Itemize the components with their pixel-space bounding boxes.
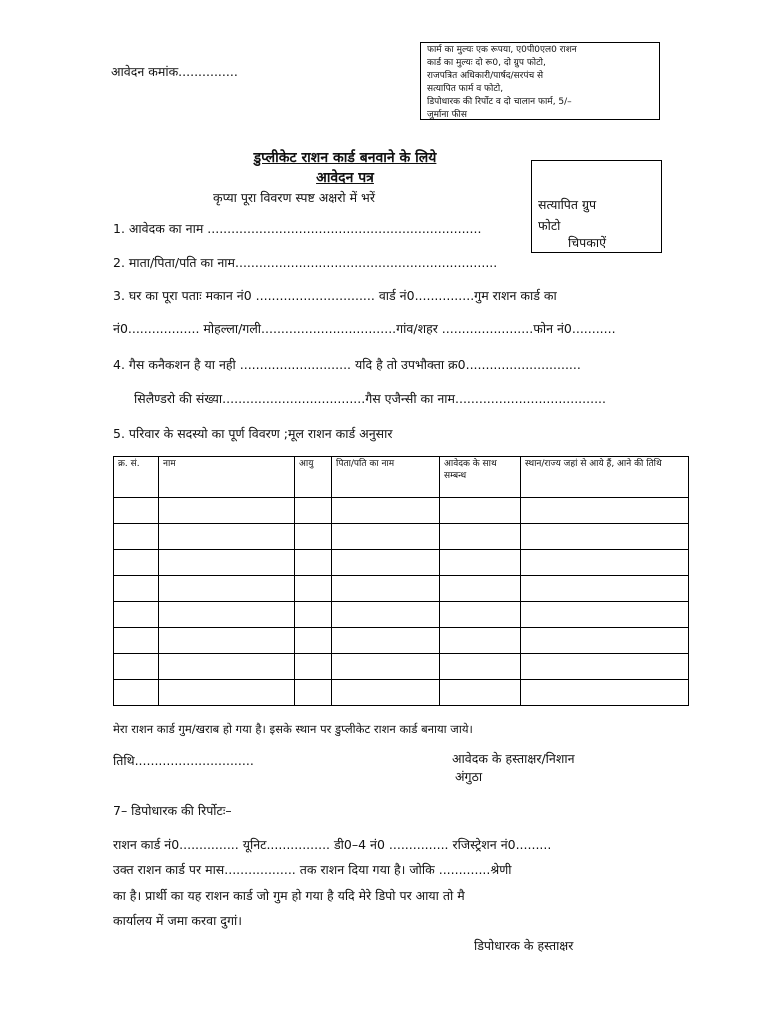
table-cell[interactable]	[159, 628, 295, 654]
table-cell[interactable]	[332, 602, 440, 628]
table-cell[interactable]	[159, 550, 295, 576]
table-cell[interactable]	[159, 602, 295, 628]
fee-line: फार्म का मुल्यः एक रूपया, ए0पी0एल0 राशन	[427, 45, 577, 55]
depot-report-line: कार्यालय में जमा करवा दुगां।	[113, 913, 242, 928]
table-cell[interactable]	[332, 498, 440, 524]
depot-holder-signature: डिपोधारक के हस्ताक्षर	[474, 938, 574, 953]
depot-report-heading: 7– डिपोधारक की रिर्पोटः–	[113, 803, 232, 818]
table-cell[interactable]	[114, 550, 159, 576]
table-cell[interactable]	[295, 680, 332, 706]
fee-line: कार्ड का मुल्यः दो रू0, दो ग्रुप फोटो,	[427, 58, 546, 68]
table-cell[interactable]	[159, 680, 295, 706]
fee-line: डिपोधारक की रिर्पोट व दो चालान फार्म, 5/–	[427, 97, 572, 107]
table-cell[interactable]	[440, 576, 521, 602]
form-instruction: कृप्या पूरा विवरण स्पष्ट अक्षरो में भरें	[213, 190, 375, 205]
table-cell[interactable]	[295, 550, 332, 576]
table-cell[interactable]	[440, 602, 521, 628]
table-row	[114, 550, 689, 576]
table-cell[interactable]	[440, 628, 521, 654]
table-cell[interactable]	[521, 524, 689, 550]
table-cell[interactable]	[440, 680, 521, 706]
date-field: तिथि..............................	[113, 753, 254, 768]
table-cell[interactable]	[114, 628, 159, 654]
table-cell[interactable]	[114, 576, 159, 602]
fee-info-box	[420, 42, 660, 120]
table-cell[interactable]	[159, 524, 295, 550]
table-cell[interactable]	[159, 576, 295, 602]
table-cell[interactable]	[332, 628, 440, 654]
family-members-table	[113, 456, 689, 706]
table-cell[interactable]	[159, 498, 295, 524]
table-cell[interactable]	[521, 498, 689, 524]
photo-box-text: सत्यापित ग्रुप	[538, 197, 597, 212]
table-cell[interactable]	[521, 680, 689, 706]
col-father-husband: पिता/पति का नाम	[332, 457, 440, 498]
table-row	[114, 524, 689, 550]
table-cell[interactable]	[159, 654, 295, 680]
fee-line: सत्यापित फार्म व फोटो,	[427, 84, 504, 94]
table-cell[interactable]	[295, 524, 332, 550]
table-row	[114, 498, 689, 524]
application-number: आवेदन कमांक...............	[111, 64, 238, 79]
field-address-cont: नं0.................. मोहल्ला/गली..................................गांव/शहर .......................फोन नं0...........	[113, 321, 616, 336]
depot-report-line: का है। प्रार्थी का यह राशन कार्ड जो गुम हो गया है यदि मेरे डिपो पर आया तो मै	[113, 888, 465, 903]
col-place-date: स्थान/राज्य जहां से आये हैं, आने की तिथि	[521, 457, 689, 498]
field-address: 3. घर का पूरा पताः मकान नं0 .............................. वार्ड नं0...............गुम राशन कार्ड का	[113, 288, 557, 303]
table-cell[interactable]	[521, 654, 689, 680]
table-cell[interactable]	[440, 654, 521, 680]
depot-report-line: उक्त राशन कार्ड पर मास.................. तक राशन दिया गया है। जोकि .............श्रेणी	[113, 862, 512, 877]
table-cell[interactable]	[332, 680, 440, 706]
table-cell[interactable]	[295, 654, 332, 680]
table-cell[interactable]	[440, 498, 521, 524]
table-cell[interactable]	[114, 654, 159, 680]
photo-box-text: चिपकाऐं	[568, 235, 607, 250]
table-header-row	[114, 457, 689, 498]
depot-report-line: राशन कार्ड नं0............... यूनिट................ डी0–4 नं0 ............... रजिस्ट्रेशन नं0.........	[113, 837, 552, 852]
col-serial: क्र. सं.	[114, 457, 159, 498]
table-cell[interactable]	[114, 524, 159, 550]
table-cell[interactable]	[332, 550, 440, 576]
table-cell[interactable]	[295, 602, 332, 628]
field-parent-name: 2. माता/पिता/पति का नाम..................................................................	[113, 255, 498, 270]
table-cell[interactable]	[332, 654, 440, 680]
table-row	[114, 680, 689, 706]
field-family-details: 5. परिवार के सदस्यो का पूर्ण विवरण ;मूल राशन कार्ड अनुसार	[113, 426, 393, 441]
table-cell[interactable]	[521, 550, 689, 576]
applicant-signature: आवेदक के हस्ताक्षर/निशान	[452, 751, 575, 766]
table-cell[interactable]	[440, 524, 521, 550]
table-row	[114, 654, 689, 680]
table-row	[114, 628, 689, 654]
table-cell[interactable]	[114, 680, 159, 706]
fee-line: जुर्माना फीस	[427, 110, 467, 120]
field-gas-connection: 4. गैस कनैकशन है या नही ............................ यदि है तो उपभौक्ता क्र0.............................	[113, 357, 581, 372]
photo-box	[531, 160, 662, 253]
table-cell[interactable]	[521, 602, 689, 628]
col-relation: आवेदक के साथ सम्बन्ध	[440, 457, 521, 498]
declaration-statement: मेरा राशन कार्ड गुम/खराब हो गया है। इसके स्थान पर डुप्लीकेट राशन कार्ड बनाया जाये।	[113, 722, 473, 736]
table-row	[114, 602, 689, 628]
thumb-impression: अंगुठा	[455, 769, 483, 784]
form-subtitle: आवेदन पत्र	[316, 170, 374, 186]
fee-line: राजपत्रित अधिकारी/पार्षद/सरपंच से	[427, 71, 544, 81]
table-cell[interactable]	[521, 576, 689, 602]
field-cylinders: सिलैण्डरो की संख्या....................................गैस एजैन्सी का नाम......................................	[134, 391, 606, 406]
table-row	[114, 576, 689, 602]
field-applicant-name: 1. आवेदक का नाम .....................................................................	[113, 221, 482, 236]
photo-box-text: फोटो	[538, 218, 561, 233]
col-name: नाम	[159, 457, 295, 498]
table-cell[interactable]	[332, 576, 440, 602]
form-title: डुप्लीकेट राशन कार्ड बनवाने के लिये	[253, 150, 437, 166]
table-cell[interactable]	[295, 628, 332, 654]
table-cell[interactable]	[114, 498, 159, 524]
table-cell[interactable]	[114, 602, 159, 628]
table-cell[interactable]	[440, 550, 521, 576]
col-age: आयु	[295, 457, 332, 498]
table-cell[interactable]	[295, 576, 332, 602]
table-cell[interactable]	[521, 628, 689, 654]
table-cell[interactable]	[332, 524, 440, 550]
table-cell[interactable]	[295, 498, 332, 524]
